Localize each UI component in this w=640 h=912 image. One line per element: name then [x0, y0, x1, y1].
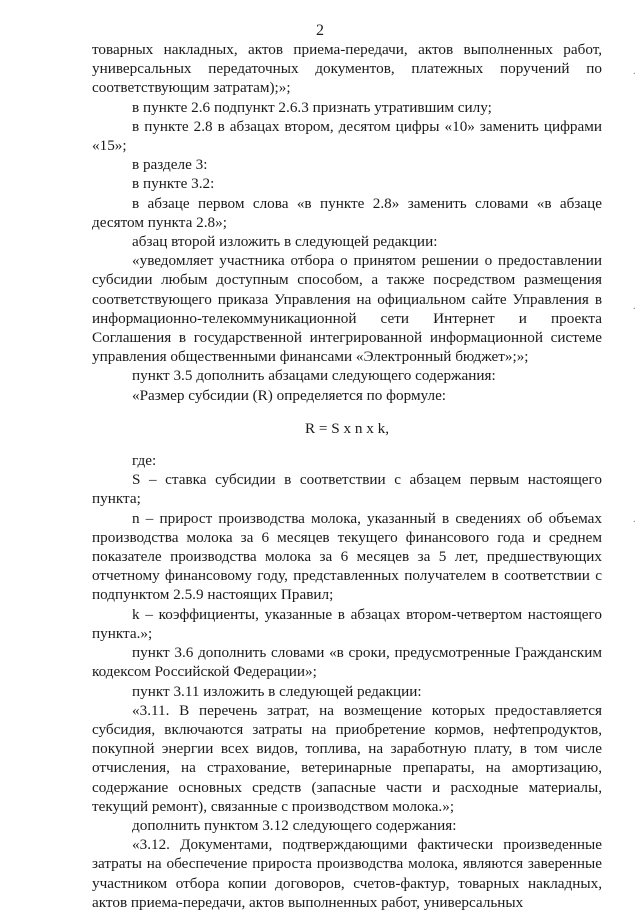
paragraph: n – прирост производства молока, указанный в сведениях об объемах производства молока за 6 месяцев текущего финансового года и среднем показателе производства молока за 6 месяцев за 5 лет, предшествующих отчетному финансовому году, представленных получателем в соответствии с подпунктом 2.5.9 настоящих Правил; [92, 509, 602, 604]
paragraph: пункт 3.6 дополнить словами «в сроки, предусмотренные Гражданским кодексом Российской Федерации»; [92, 644, 602, 681]
paragraph: пункт 3.11 изложить в следующей редакции: [132, 682, 422, 700]
paragraph: в пункте 3.2: [132, 175, 215, 193]
document-body [92, 40, 602, 912]
paragraph: в разделе 3: [132, 156, 208, 174]
paragraph: в абзаце первом слова «в пункте 2.8» заменить словами «в абзаце десятом пункта 2.8»; [92, 194, 602, 231]
paragraph: где: [132, 452, 157, 470]
paragraph: «3.11. В перечень затрат, на возмещение которых предоставляется субсидия, включаются затраты на приобретение кормов, нефтепродуктов, покупной энергии всех видов, топлива, на заработную плату, в том числе отчисления, на страхование, ветеринарные препараты, на амортизацию, содержание основных средств (запасные части и расходные материалы, текущий ремонт), связанные с производством молока.»; [92, 701, 602, 815]
scan-edge-mark: · [632, 517, 636, 528]
paragraph: S – ставка субсидии в соответствии с абзацем первым настоящего пункта; [92, 471, 602, 508]
paragraph: абзац второй изложить в следующей редакции: [132, 233, 438, 251]
paragraph: дополнить пунктом 3.12 следующего содержания: [132, 816, 457, 834]
paragraph: «3.12. Документами, подтверждающими фактически произведенные затраты на обеспечение прироста производства молока, являются заверенные участником отбора копии договоров, счетов-фактур, товарных накладных, актов приема-передачи, актов выполненных работ, универсальных [92, 836, 602, 911]
formula: R = S x n x k, [304, 419, 390, 437]
page-number: 2 [316, 22, 324, 39]
paragraph: в пункте 2.8 в абзацах втором, десятом цифры «10» заменить цифрами «15»; [92, 117, 602, 155]
paragraph: пункт 3.5 дополнить абзацами следующего содержания: [132, 367, 496, 385]
scan-edge-mark: · [632, 69, 636, 80]
scan-edge-mark: · [632, 304, 636, 315]
paragraph: в пункте 2.6 подпункт 2.6.3 признать утратившим силу; [132, 98, 492, 116]
paragraph: k – коэффициенты, указанные в абзацах втором-четвертом настоящего пункта.»; [92, 605, 602, 642]
paragraph: «Размер субсидии (R) определяется по формуле: [132, 386, 447, 404]
paragraph: товарных накладных, актов приема-передачи, актов выполненных работ, универсальных передаточных документов, платежных поручений по соответствующим затратам);»; [92, 41, 602, 97]
paragraph: «уведомляет участника отбора о принятом решении о предоставлении субсидии любым доступным способом, а также посредством размещения соответствующего приказа Управления на официальном сайте Управления в информационно-телекоммуникационной сети Интернет и проекта Соглашения в государственной интегрированной информационной системе управления общественными финансами «Электронный бюджет»;»; [92, 252, 602, 366]
